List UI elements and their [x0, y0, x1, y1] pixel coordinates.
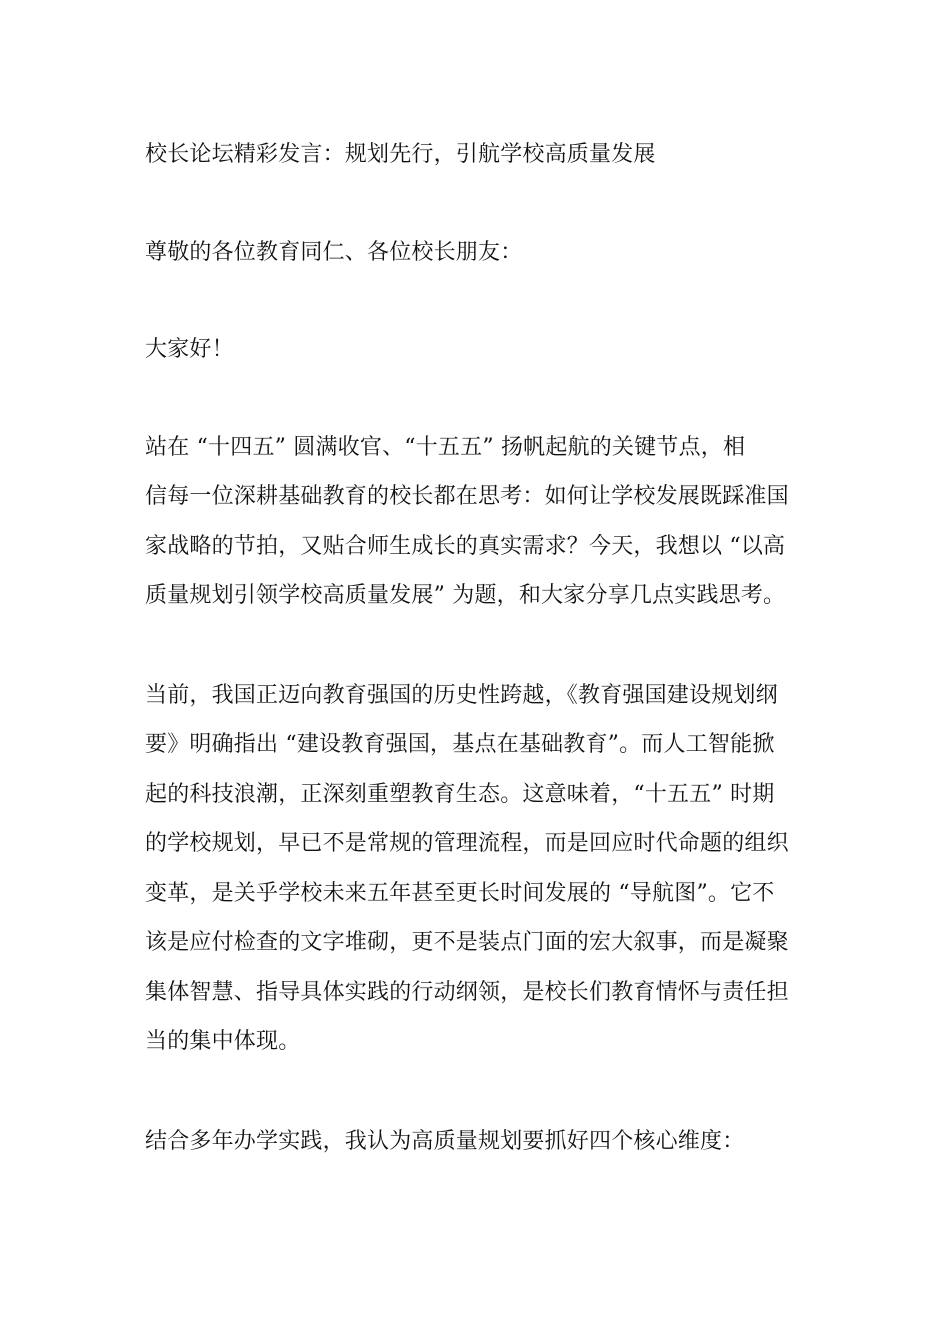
document-title [145, 130, 811, 180]
paragraph-2-line: 要》明确指出 “建设教育强国，基点在基础教育”。而人工智能掀 [145, 732, 775, 757]
paragraph-3-line: 结合多年办学实践，我认为高质量规划要抓好四个核心维度： [145, 1128, 745, 1154]
paragraph-2-line: 起的科技浪潮，正深刻重塑教育生态。这意味着，“十五五” 时期 [145, 781, 775, 807]
title-line: 校长论坛精彩发言：规划先行，引航学校高质量发展 [145, 142, 656, 167]
paragraph-1-line: 家战略的节拍，又贴合师生成长的真实需求？今天，我想以 “以高 [145, 533, 786, 559]
hello-line [145, 325, 811, 375]
paragraph-1-line: 站在 “十四五” 圆满收官、“十五五” 扬帆起航的关键节点，相 [145, 434, 746, 460]
paragraph-1-line: 质量规划引领学校高质量发展” 为题，和大家分享几点实践思考。 [145, 583, 786, 608]
document-page [145, 130, 811, 1166]
paragraph-2 [145, 671, 811, 1067]
paragraph-2-line: 当的集中体现。 [145, 1029, 301, 1054]
paragraph-2-line: 集体智慧、指导具体实践的行动纲领，是校长们教育情怀与责任担 [145, 979, 789, 1005]
paragraph-2-line: 该是应付检查的文字堆砌，更不是装点门面的宏大叙事，而是凝聚 [145, 930, 789, 955]
paragraph-2-line: 当前，我国正迈向教育强国的历史性跨越，《教育强国建设规划纲 [145, 682, 778, 708]
paragraph-1-line: 信每一位深耕基础教育的校长都在思考：如何让学校发展既踩准国 [145, 484, 789, 509]
paragraph-3 [145, 1117, 811, 1167]
paragraph-2-line: 的学校规划，早已不是常规的管理流程，而是回应时代命题的组织 [145, 831, 789, 856]
hello-text: 大家好！ [145, 337, 234, 362]
paragraph-1 [145, 423, 811, 621]
greeting-line: 尊敬的各位教育同仁、各位校长朋友： [145, 239, 523, 265]
greeting [145, 228, 811, 278]
paragraph-2-line: 变革，是关乎学校未来五年甚至更长时间发展的 “导航图”。它不 [145, 880, 775, 906]
